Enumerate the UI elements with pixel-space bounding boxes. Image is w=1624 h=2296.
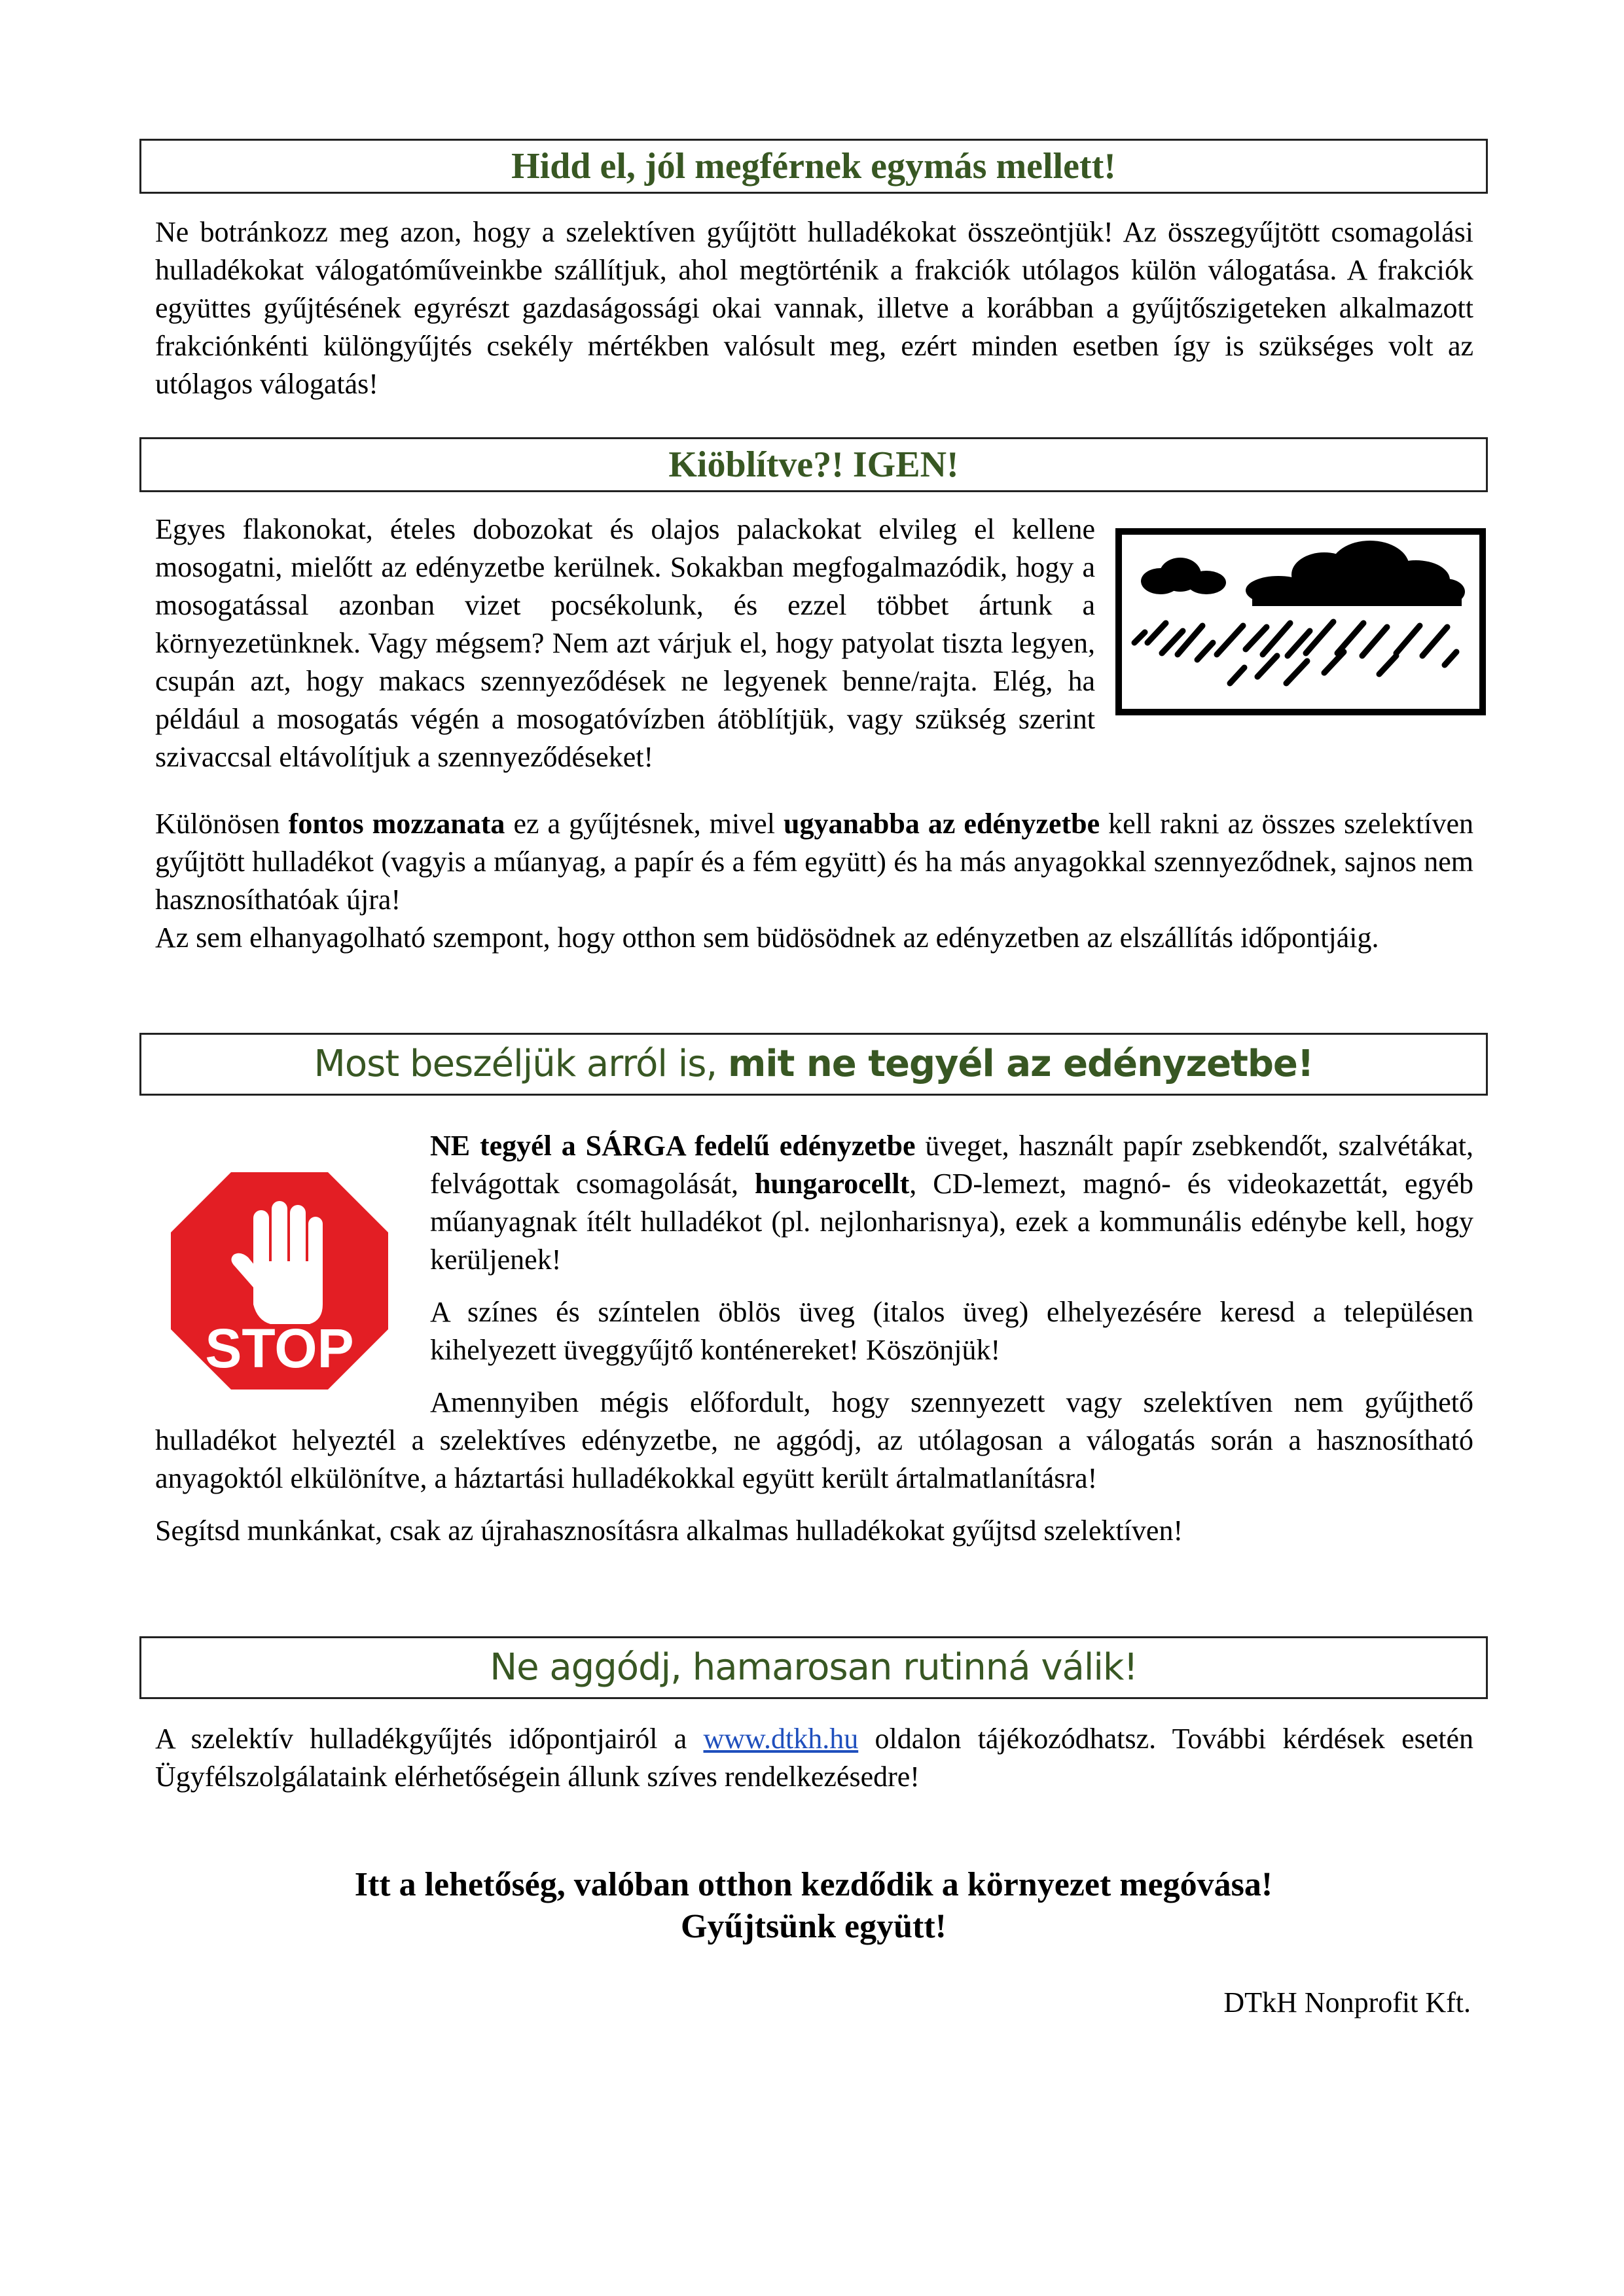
heading-text: Hidd el, jól megférnek egymás mellett! [511,146,1116,187]
text: , CD-lemezt, magnó- és videokazettát, egyéb műanyagnak ítélt hulladékot (pl. nejlonharisnya), ezek a kommunális edénybe kell, hogy kerüljenek! [430,1168,1474,1276]
paragraph-help-us: Segítsd munkánkat, csak az újrahasznosításra alkalmas hulladékokat gyűjtsd szelektíven! [155,1515,1183,1547]
paragraph-important [155,805,1473,957]
paragraph-glass: A színes és színtelen öblös üveg (italos üveg) elhelyezésére keresd a településen kihelyezett üveggyűjtő konténereket! Köszönjük! [430,1296,1473,1366]
rain-cloud-icon [1115,528,1488,717]
heading-bold-text: mit ne tegyél az edényzetbe! [728,1043,1314,1085]
section-heading-routine [139,1636,1488,1699]
closing-slogan [139,1864,1488,1948]
text: kell rakni az összes szelektíven gyűjtött hulladékot (vagyis a műanyag, a papír és a fém együtt) és ha más anyagokkal szennyeződnek, sajnos nem hasznosíthatóak újra! [155,808,1474,916]
bold-text: NE tegyél a SÁRGA fedelű edényzetbe [430,1130,916,1162]
website-link[interactable]: www.dtkh.hu [703,1723,859,1755]
bold-text: hungarocellt [754,1168,910,1200]
bold-text: fontos mozzanata [288,808,505,840]
rinse-block [155,511,1473,776]
text: üveget, használt papír zsebkendőt, szalvétákat, felvágottak csomagolását, [430,1130,1473,1200]
heading-text: Kiöblítve?! IGEN! [668,444,959,485]
stop-text: STOP [205,1318,354,1379]
section-heading-rinsed [139,437,1488,492]
slogan-line-2: Gyűjtsünk együtt! [681,1908,947,1945]
text: A szelektív hulladékgyűjtés időpontjairól a [155,1723,704,1755]
paragraph-contaminated: Amennyiben mégis előfordult, hogy szennyezett vagy szelektíven nem gyűjthető hulladékot helyeztél a szelektíves edényzetbe, ne aggódj, az utólagosan a válogatás során a hasznosítható anyagoktól elkülönítve, a háztartási hulladékokkal együtt került ártalmatlanításra! [155,1386,1473,1494]
paragraph-smell: Az sem elhanyagolható szempont, hogy otthon sem büdösödnek az edényzetben az elszállítás időpontjáig. [155,922,1379,954]
text: oldalon tájékozódhatsz. További kérdések esetén Ügyfélszolgálataink elérhetőségein állunk szíves rendelkezésedre! [155,1723,1473,1793]
slogan-line-1: Itt a lehetőség, valóban otthon kezdődik a környezet megóvása! [354,1866,1273,1903]
paragraph-together: Ne botránkozz meg azon, hogy a szelektíven gyűjtött hulladékokat összeöntjük! Az összegyűjtött csomagolási hulladékokat válogatóműveinkbe szállítjuk, ahol megtörténik a frakciók utólagos külön válogatása. A frakciók együttes gyűjtésének egyrészt gazdaságossági okai vannak, illetve a korábban a gyűjtőszigeteken alkalmazott frakciónkénti különgyűjtés csekély mértékben valósult meg, ezért minden esetben így is szükséges volt az utólagos válogatás! [155,216,1473,400]
section-heading-together [139,139,1488,194]
text: Különösen [155,808,289,840]
paragraph-info [155,1720,1473,1796]
heading-text: Ne aggódj, hamarosan rutinná válik! [490,1646,1138,1689]
paragraph-rinse: Egyes flakonokat, ételes dobozokat és olajos palackokat elvileg el kellene mosogatni, mielőtt az edényzetbe kerülnek. Sokakban megfogalmazódik, hogy a mosogatással azonban vizet pocsékolunk, és ezzel többet ártunk a környezetünknek. Vagy mégsem? Nem azt várjuk el, hogy patyolat tiszta legyen, csupán azt, hogy makacs szennyeződések ne legyenek benne/rajta. Elég, ha például a mosogatás végén a mosogatóvízben átöblítjük, vagy szükség szerint szivaccsal eltávolítjuk a szennyeződéseket! [155,513,1095,773]
signature: DTkH Nonprofit Kft. [1223,1986,1471,2018]
section-heading-what-not [139,1033,1488,1096]
stop-sign-icon [155,1153,404,1408]
heading-text: Most beszéljük arról is, [314,1043,729,1085]
what-not-block [155,1127,1473,1550]
text: ez a gyűjtésnek, mivel [505,808,784,840]
bold-text: ugyanabba az edényzetbe [783,808,1100,840]
